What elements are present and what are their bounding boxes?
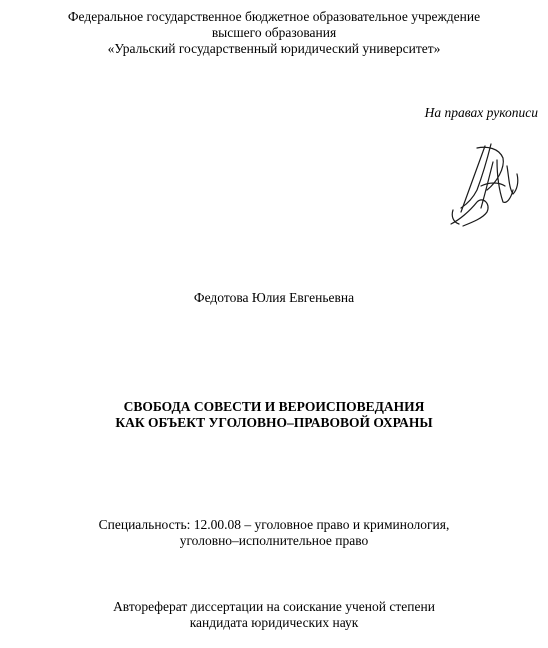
title-line-1: СВОБОДА СОВЕСТИ И ВЕРОИСПОВЕДАНИЯ [123,399,425,414]
abstract-line-2: кандидата юридических наук [189,615,359,630]
abstract-line-1: Автореферат диссертации на соискание ученой степени [113,599,435,614]
institution-header [0,9,548,57]
abstract-description [0,599,548,631]
specialty [0,517,548,549]
specialty-line-2: уголовно–исполнительное право [179,533,369,548]
signature-icon [447,138,527,230]
dissertation-title [0,399,548,430]
institution-line-3: «Уральский государственный юридический университет» [107,41,441,56]
title-line-2: КАК ОБЪЕКТ УГОЛОВНО–ПРАВОВОЙ ОХРАНЫ [115,414,433,430]
rights-note: На правах рукописи [424,105,538,120]
author-name: Федотова Юлия Евгеньевна [193,290,355,305]
specialty-line-1: Специальность: 12.00.08 – уголовное право и криминология, [98,517,450,532]
institution-line-2: высшего образования [211,25,337,40]
institution-line-1: Федеральное государственное бюджетное образовательное учреждение [67,9,481,24]
